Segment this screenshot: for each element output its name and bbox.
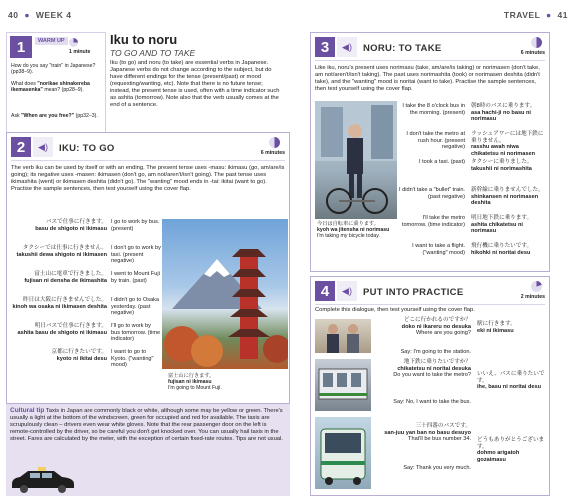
- s3-row-1-jp-block: [471, 131, 547, 157]
- s3-row-jp: 明日地下鉄に乗ります。: [471, 215, 533, 221]
- section-3-title: NORU: TO TAKE: [363, 43, 442, 54]
- s3-row-en: I took a taxi. (past): [418, 159, 465, 165]
- dialogue-prompt: [375, 359, 471, 379]
- s3-row-jp: 新幹線に乗りませんでした。: [471, 187, 544, 193]
- section-3-body: Like iku, noru's present uses norimasu (take, am/are/is taking) or norimasen (don't take, am not/aren't/isn't taking). The past uses norimashita (took) or norimasen deshita (didn't take), and the "wanting" mood is noritai (want to take). Practise the sample sentences, then test yourself using the cover flap.: [315, 65, 540, 92]
- s2-row-en: I didn't go to Osaka yesterday. (past negative): [111, 297, 160, 317]
- s3-row-0-jp-block: [471, 103, 547, 123]
- s3-row-romaji: rasshu awah niwa chikatetsu ni norimasen: [471, 144, 536, 157]
- dialogue-jp: どこに行かれるのですか？: [403, 317, 471, 323]
- s2-row-3-jp-block: [11, 297, 107, 310]
- s2-row-romaji: fujisan ni densha de ikimashita: [24, 277, 107, 284]
- answer-jp: いいえ、バスに乗りたいです。: [477, 371, 545, 384]
- section-4-box: [310, 276, 550, 496]
- s2-row-en: I don't go to work by taxi. (present negative): [111, 245, 161, 265]
- s3-row-2-jp-block: [471, 159, 547, 172]
- photo-caption-en: I'm taking my bicycle today.: [317, 233, 380, 239]
- s3-row-jp: 飛行機に乗りたいです。: [471, 243, 533, 249]
- s2-row-0-jp-block: [11, 219, 107, 232]
- dialogue-en: Do you want to take the metro?: [393, 372, 471, 379]
- s2-row-jp: 富士山に電車で行きました。: [34, 271, 107, 277]
- s2-row-jp: 昨日は大阪に行きませんでした。: [23, 297, 107, 303]
- section-2-box: [6, 132, 290, 404]
- intro-title: Iku to noru: [110, 32, 178, 47]
- dialogue-say: Say: Thank you very much.: [403, 465, 471, 471]
- answer-romaji: dohmo arigatoh gozaimasu: [477, 450, 520, 463]
- s2-row-jp: 京都に行きたいです。: [51, 349, 107, 355]
- section-3-box: [310, 32, 550, 272]
- page-header-left: [8, 10, 71, 20]
- s3-row-romaji: hikohki ni noritai desu: [471, 249, 531, 256]
- timer-icon: [531, 281, 542, 292]
- dialogue-answer: [477, 321, 547, 334]
- warmup-label: WARM UP: [35, 37, 68, 45]
- s3-row-en: I'll take the metro tomorrow. (time indicator): [401, 215, 465, 228]
- week-title: WEEK 4: [35, 10, 72, 20]
- warmup-question-1: How do you say "train" in Japanese? (pp38–9).: [11, 63, 96, 76]
- metro-station-illustration: [315, 359, 371, 411]
- s2-row-en: I'll go to work by bus tomorrow. (time indicator): [111, 323, 161, 343]
- s2-row-romaji: basu de shigoto ni ikimasu: [35, 225, 107, 232]
- s3-row-en: I don't take the metro at rush hour. (present negative): [406, 131, 465, 151]
- section-4-intro: Complete this dialogue, then test yourself using the cover flap.: [315, 307, 475, 313]
- s3-row-5-jp-block: [471, 243, 547, 256]
- s3-row-romaji: ashita chikatetsu ni norimasu: [471, 221, 523, 235]
- cyclist-photo: [315, 101, 397, 219]
- people-photo: [315, 319, 371, 353]
- page-number-right: 41: [557, 10, 568, 20]
- dialogue-answer: [477, 437, 547, 463]
- speaker-icon[interactable]: ◀): [337, 37, 357, 57]
- s2-row-romaji: takushii dewa shigoto ni ikimasen: [16, 251, 107, 258]
- mount-fuji-illustration: [162, 219, 288, 369]
- photo-caption-romaji: fujisan ni ikimasu: [168, 379, 212, 385]
- s3-row-en: I didn't take a "bullet" train. (past negative): [399, 187, 465, 200]
- page-header-right: [504, 10, 568, 20]
- section-3-time: 6 minutes: [520, 50, 545, 56]
- s3-row-jp: タクシーに乗りました。: [471, 159, 533, 165]
- s3-row-jp: 朝8時のバスに乗ります。: [471, 103, 536, 109]
- photo-caption-jp: 富士山に行きます。: [168, 373, 215, 379]
- speaker-icon[interactable]: ◀): [33, 137, 53, 157]
- s2-row-1-jp-block: [11, 245, 107, 258]
- s3-row-en: I want to take a flight. ("wanting" mood): [412, 243, 465, 256]
- timer-icon: [531, 37, 542, 48]
- answer-romaji: eki ni ikimasu: [477, 327, 514, 334]
- bullet: ●: [546, 10, 552, 20]
- photo-caption-jp: 今日は自転車に乗ります。: [317, 221, 379, 227]
- s2-row-romaji: ashita basu de shigoto ni ikimasu: [17, 329, 107, 336]
- dialogue-romaji: chikatetsu ni noritai desuka: [397, 365, 471, 372]
- section-title: TRAVEL: [503, 10, 541, 20]
- warmup-time: 1 minute: [69, 49, 91, 55]
- dialogue-say: Say: I'm going to the station.: [400, 349, 471, 355]
- dialogue-jp: 地下鉄に乗りたいですか？: [403, 359, 471, 365]
- s3-row-romaji: shinkansen ni norimasen deshita: [471, 193, 539, 207]
- s2-row-en: I want to go to Kyoto. ("wanting" mood): [111, 349, 154, 369]
- dialogue-prompt: [375, 423, 471, 443]
- s2-row-romaji: kinoh wa osaka ni ikimasen deshita: [12, 303, 107, 310]
- section-4-number: 4: [315, 281, 335, 301]
- photo-caption-romaji: kyoh wa jitensha ni norimasu: [317, 227, 390, 233]
- section-3-number: 3: [315, 37, 335, 57]
- dialogue-answer: [477, 371, 547, 391]
- s3-row-4-jp-block: [471, 215, 547, 235]
- s3-row-en: I take the 8 o'clock bus in the morning. (present): [402, 103, 465, 116]
- dialogue-romaji: doko ni ikareru no desuka: [401, 323, 471, 330]
- s2-row-4-jp-block: [11, 323, 107, 336]
- intro-subtitle: TO GO AND TO TAKE: [110, 48, 196, 58]
- s2-row-romaji: kyoto ni ikitai desu: [56, 355, 107, 362]
- metro-photo: [315, 359, 371, 411]
- section-4-title: PUT INTO PRACTICE: [363, 287, 464, 298]
- photo-caption-en: I'm going to Mount Fuji.: [168, 385, 222, 391]
- warmup-question-3: Ask "When are you free?" (pp32–3).: [11, 113, 98, 119]
- dialogue-en: That'll be bus number 34.: [408, 436, 471, 443]
- dialogue-prompt: [375, 317, 471, 337]
- section-2-body: The verb iku can be used by itself or with an ending. The present tense uses -masu: ikimasu (go, am/are/is going); its negative uses -masen: ikimasen (don't go, am not/aren't/isn't going). The past tense uses ikimashita (went) or ikimasen deshita (didn't go). The "wanting" mood ends in -tai: ikitai (want to go). Practise the sample sentences, then test yourself using the cover flap.: [11, 165, 285, 192]
- bus-photo: [315, 417, 371, 489]
- bullet: ●: [24, 10, 30, 20]
- s2-row-jp: バスで仕事に行きます。: [45, 219, 107, 225]
- cultural-tip-text: Cultural tip Taxis in Japan are commonly black or white, although some may be yellow or green. There's usually a light at the bottom of the windscreen, green for occupied and red for available. The taxis are scrupulously clean – drivers even wear white gloves. Note that the rear passenger door on the left is remote-controlled by the driver, so be careful you don't get knocked over. You can usually hail taxis in the street. Fares are calculated by the meter, with the exception of certain fixed-rate routes. Tips are not usual.: [10, 407, 283, 442]
- dialogue-jp: 三十四番のバスです。: [415, 423, 471, 429]
- s2-row-jp: 明日バスで仕事に行きます。: [34, 323, 107, 329]
- s3-row-romaji: takushii ni norimashita: [471, 165, 532, 172]
- timer-icon: [269, 137, 280, 148]
- section-2-time: 6 minutes: [260, 150, 285, 156]
- s2-row-en: I go to work by bus. (present): [111, 219, 160, 232]
- dialogue-say: Say: No, I want to take the bus.: [393, 399, 471, 405]
- s2-row-en: I went to Mount Fuji by train. (past): [111, 271, 160, 284]
- pagoda-photo: [162, 219, 288, 369]
- s2-row-5-jp-block: [11, 349, 107, 362]
- section-2-title: IKU: TO GO: [59, 143, 115, 154]
- speaker-icon[interactable]: ◀): [337, 281, 357, 301]
- answer-jp: どうもありがとうございます。: [477, 437, 545, 450]
- intro-body: Iku (to go) and noru (to take) are essential verbs in Japanese. Japanese verbs do not change according to the subject, but do have different endings for the tense (present/past) or mood (requesting/wanting, etc). Note that there is no future tense; instead, the present tense is used, often with a time indicator such as ashita (tomorrow). Note also that the verb usually comes at the end of a sentence.: [110, 60, 280, 108]
- dialogue-en: Where are you going?: [415, 330, 471, 337]
- cyclist-illustration: [315, 101, 397, 219]
- s2-row-jp: タクシーでは仕事に行きません。: [22, 245, 107, 251]
- taxi-icon: [8, 466, 78, 494]
- timer-icon: [69, 38, 78, 47]
- dialogue-romaji: san-juu yan ban no basu desuyo: [384, 429, 471, 436]
- warmup-box: [6, 32, 106, 148]
- s3-row-romaji: asa hachi-ji no basu ni norimasu: [471, 109, 531, 123]
- warmup-question-2: What does "norikae shinakereba ikemasenka" mean? (pp28–9).: [11, 81, 90, 94]
- two-people-illustration: [315, 319, 371, 353]
- bus-illustration: [315, 417, 371, 489]
- section-4-time: 2 minutes: [520, 294, 545, 300]
- answer-romaji: ihe, basu ni noritai desu: [477, 384, 542, 391]
- cultural-tip-box: [6, 404, 290, 496]
- page-number-left: 40: [8, 10, 19, 20]
- warmup-number: 1: [10, 36, 32, 58]
- section-2-number: 2: [11, 137, 31, 157]
- s3-row-jp: ラッシュアワーには地下鉄に乗りません。: [471, 131, 544, 144]
- s3-row-3-jp-block: [471, 187, 547, 207]
- answer-jp: 駅に行きます。: [477, 321, 516, 327]
- s2-row-2-jp-block: [11, 271, 107, 284]
